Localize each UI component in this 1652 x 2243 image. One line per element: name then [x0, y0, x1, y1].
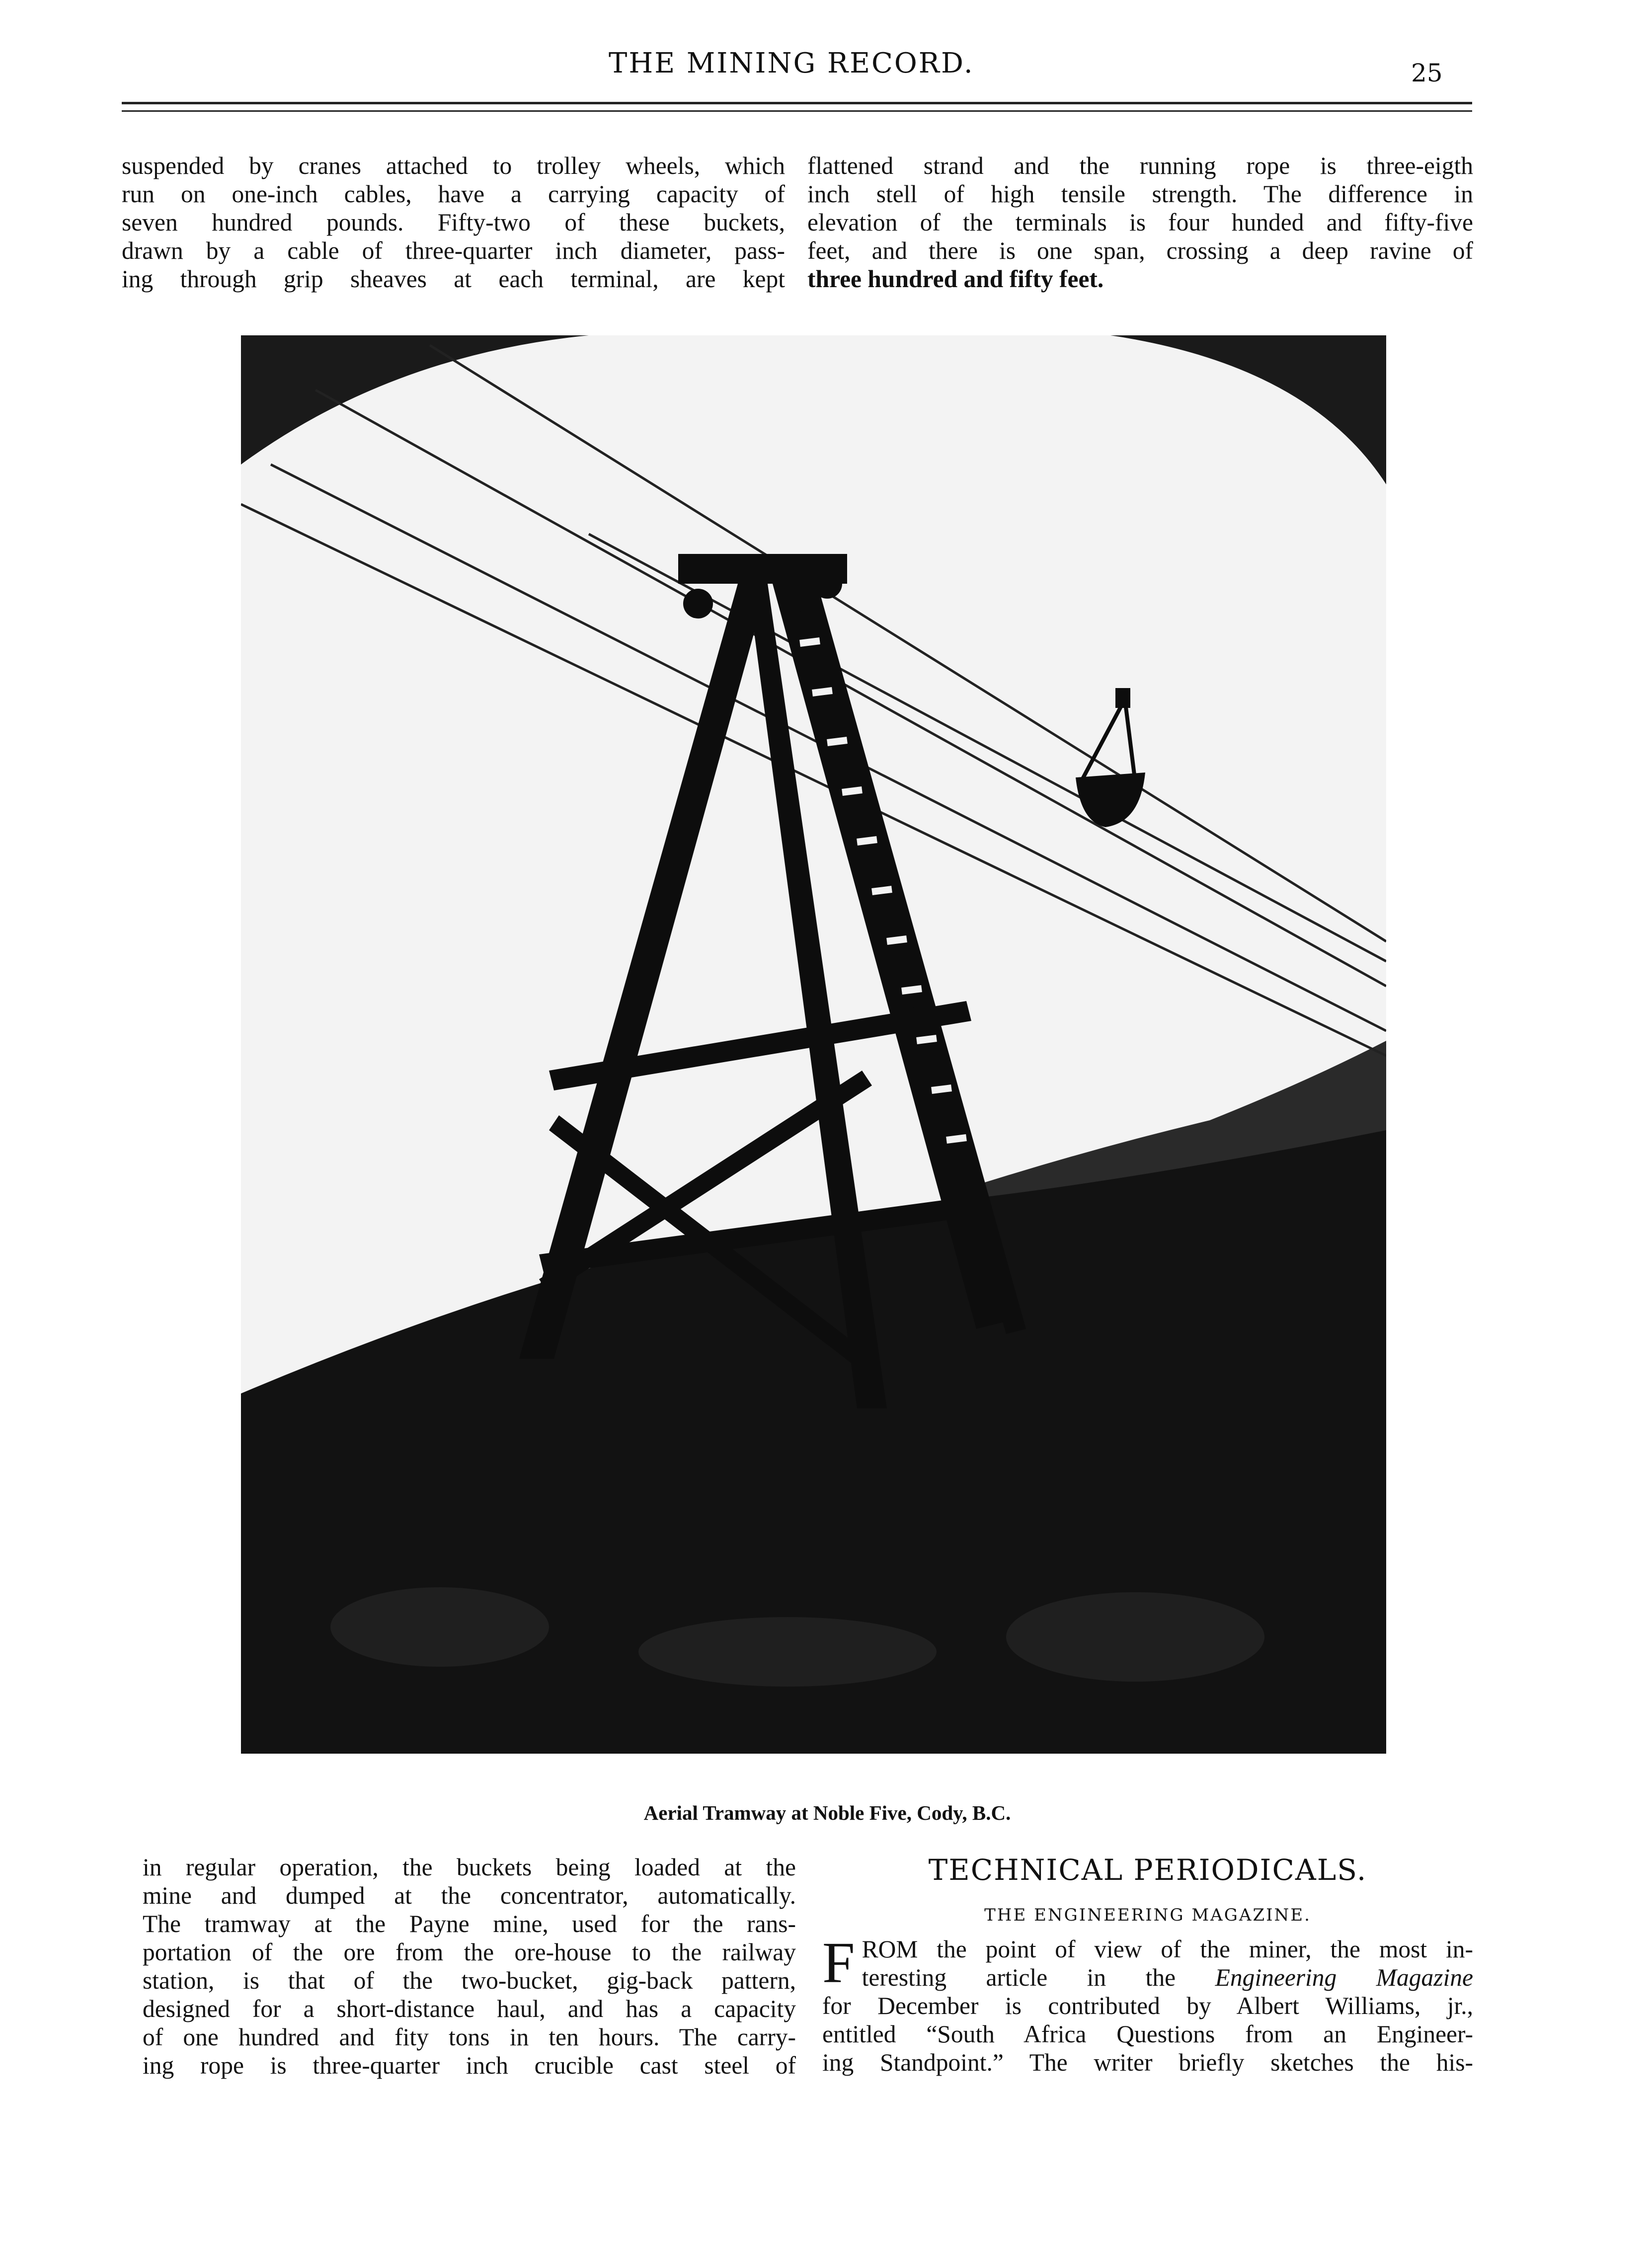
- text-line: mine and dumped at the concentrator, automatically.: [143, 1882, 796, 1909]
- text-line: in regular operation, the buckets being loaded at the: [143, 1854, 796, 1881]
- header-rule: [122, 102, 1472, 104]
- text-span: teresting article in the: [862, 1964, 1215, 1991]
- figure-caption: Aerial Tramway at Noble Five, Cody, B.C.: [643, 1801, 1011, 1824]
- header-rule-thin: [122, 110, 1472, 112]
- top-left-column: [122, 152, 785, 296]
- text-line: ing through grip sheaves at each terminal, are kept: [122, 265, 785, 293]
- text-line: feet, and there is one span, crossing a deep ravine of: [807, 237, 1473, 264]
- text-line: drawn by a cable of three-quarter inch diameter, pass-: [122, 237, 785, 264]
- text-line: three hundred and fifty feet.: [807, 265, 1104, 293]
- bottom-left-column: [143, 1853, 796, 2087]
- text-line: seven hundred pounds. Fifty-two of these buckets,: [122, 209, 785, 236]
- top-right-column: [807, 152, 1473, 296]
- text-line: of one hundred and fity tons in ten hours. The carry-: [143, 2023, 796, 2051]
- section-subheading: THE ENGINEERING MAGAZINE.: [984, 1905, 1311, 1925]
- text-line: suspended by cranes attached to trolley wheels, which: [122, 152, 785, 179]
- text-line: flattened strand and the running rope is three-eigth: [807, 152, 1473, 179]
- text-line: designed for a short-distance haul, and has a capacity: [143, 1995, 796, 2022]
- section-heading: TECHNICAL PERIODICALS.: [928, 1853, 1367, 1887]
- text-line: [822, 1963, 1473, 1992]
- page-number: 25: [1411, 59, 1443, 87]
- text-line: The tramway at the Payne mine, used for the rans-: [143, 1910, 796, 1937]
- drop-cap: F: [822, 1930, 855, 1995]
- running-title: THE MINING RECORD.: [609, 47, 974, 79]
- text-line: for December is contributed by Albert Williams, jr.,: [822, 1992, 1473, 2019]
- tramway-photo-image: [241, 335, 1386, 1754]
- text-line: ing rope is three-quarter inch crucible cast steel of: [143, 2052, 796, 2079]
- text-line: inch stell of high tensile strength. The difference in: [807, 180, 1473, 208]
- magazine-title: Engineering Magazine: [1215, 1964, 1473, 1991]
- text-line: elevation of the terminals is four hunded and fifty-five: [807, 209, 1473, 236]
- article-body: [822, 1930, 1473, 2084]
- tramway-photograph: [241, 335, 1386, 1754]
- text-line: entitled “South Africa Questions from an Engineer-: [822, 2020, 1473, 2048]
- text-line: run on one-inch cables, have a carrying capacity of: [122, 180, 785, 208]
- text-line: station, is that of the two-bucket, gig-back pattern,: [143, 1967, 796, 1994]
- text-line: ing Standpoint.” The writer briefly sketches the his-: [822, 2049, 1473, 2076]
- text-line: portation of the ore from the ore-house to the railway: [143, 1938, 796, 1966]
- text-line: ROM the point of view of the miner, the most in-: [862, 1935, 1473, 1963]
